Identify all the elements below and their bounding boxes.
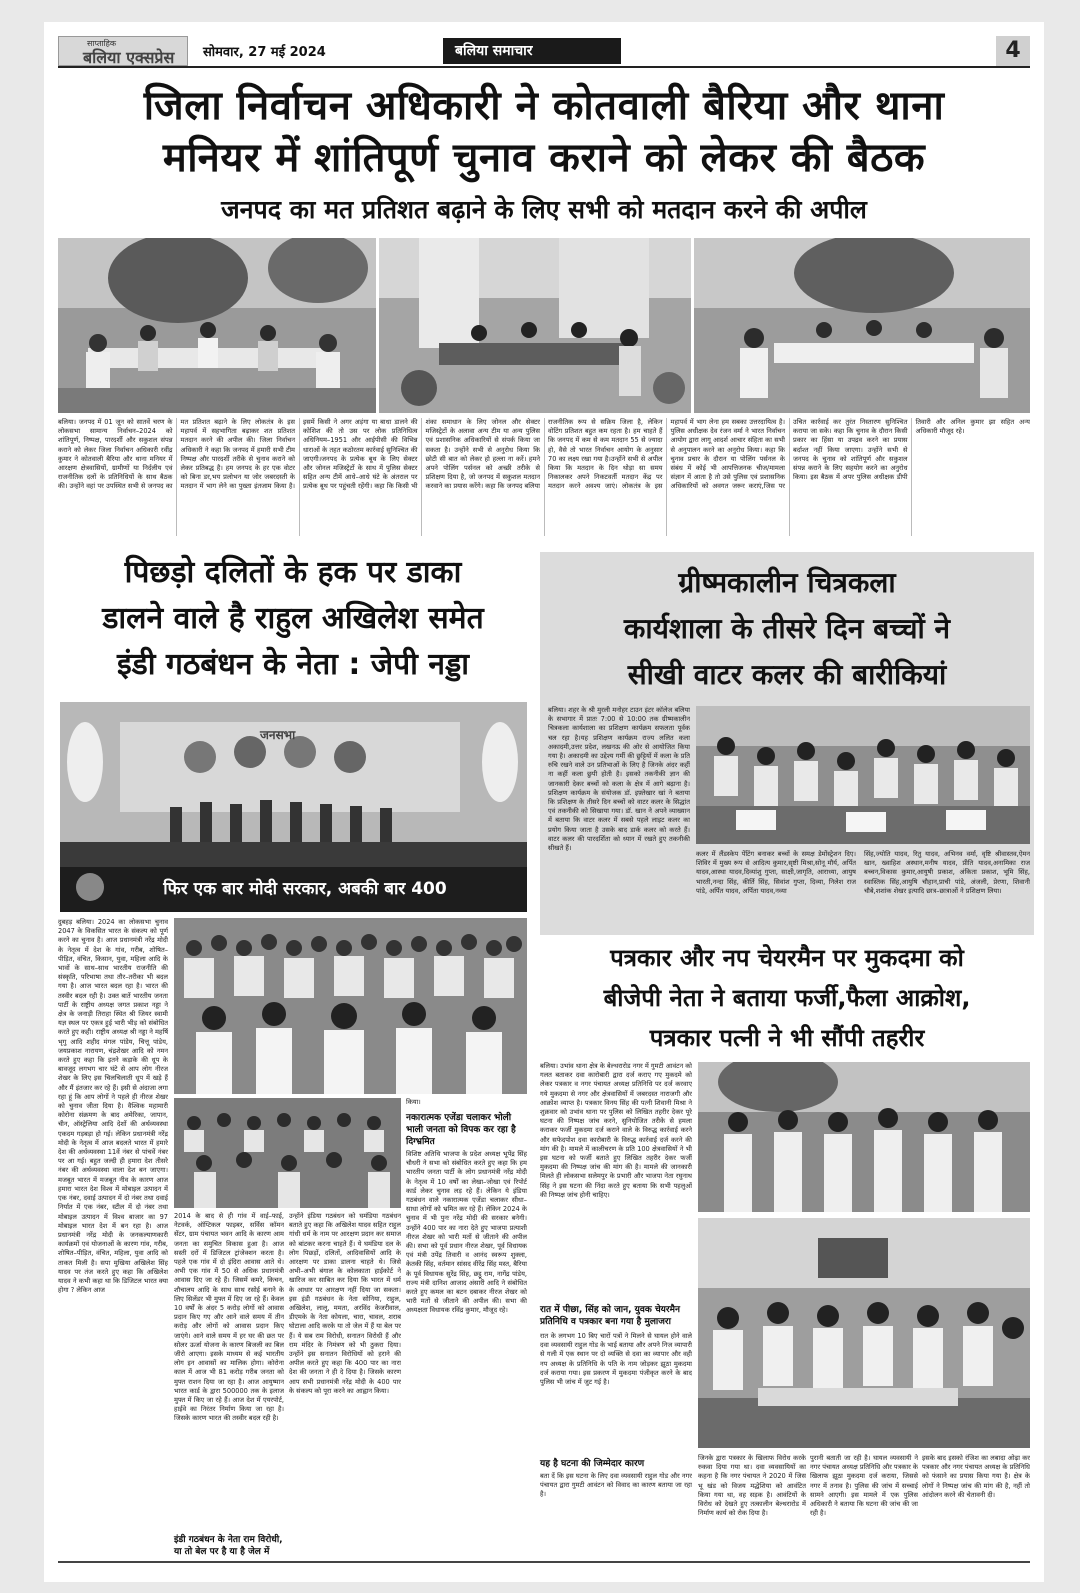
- story2-headline-line3: इंडी गठबंधन के नेता : जेपी नड्डा: [116, 647, 470, 682]
- logo-title: बलिया एक्सप्रेस: [83, 48, 175, 67]
- story2-body-col1: दुबहड़ बलिया। 2024 का लोकसभा चुनाव 2047 के विकसित भारत के संकल्प को पूर्ण करने का चुनाव है। आज प्रधानमंत्री नरेंद्र मोदी के नेतृत्व में देश के गांव, गरीब, शोषित–पीड़ित, वंचित, किसान, युवा, महिला आदि के भावों के साथ–साथ भारतीय राजनीति की संस्कृति, परिभाषा तथा तौर–तरीका भी बदल गया है। आज भारत बदल रहा है। भारत की तस्वीर बदल रही है। उक्त बातें भारतीय जनता पार्टी के राष्ट्रीय अध्यक्ष जगत प्रकाश नड्डा ने क्षेत्र के जनाड़ी तिराहा स्थित श्री जियर स्वामी यज्ञ स्थल पर एकत्र हुई भारी भीड़ को संबोधित करते हुए कही। राष्ट्रीय अध्यक्ष श्री नड्डा ने महर्षि भृगु आदि शहीद मंगल पांडेय, चित्तू पांडेय, जयप्रकाश नारायण, चंद्रशेखर आदि को नमन करते हुए कहा कि इतने कड़ाके की धूप के बावजूद लगभग चार घंटे से आप लोग नीरज शेखर के लिए इस चिलचिलाती धूप में खड़े हैं और मैं इंतजार कर रहे हैं। इसी से अंदाजा लगा रहा हूं कि आप लोगों ने पहले ही नीरज शेखर को चुनाव जीता दिया है। वैश्विक महामारी कोरोना संक्रमण के बाद अमेरिका, जापान, चीन, ऑस्ट्रेलिया आदि देशों की अर्थव्यवस्था एकदम गड़बड़ा हो गई। लेकिन प्रधानमंत्री नरेंद्र मोदी के नेतृत्व में आज बदलते भारत में हमारे देश की अर्थव्यवस्था 11वें नंबर से पांचवें नंबर पर आ गई। बहुत जल्दी ही हमारा देश तीसरे नंबर की अर्थव्यवस्था वाला देश बन जाएगा। मजबूत भारत में मजबूत नीव के कारण आज हमारा भारत देश विश्व में मोबाइल उत्पादन में एक नंबर, दवाई उत्पादन में दो नंबर तथा दवाई निर्यात में एक नंबर, स्टील में दो नंबर तथा मोबाइल उत्पादन में विश्व बाजार का 97 मोबाइल भारत देश में बन रहा है। आज प्रधानमंत्री नरेंद्र मोदी के जनकल्याणकारी कार्यक्रमों एवं योजनाओं के कारण गांव, गरीब, शोषित–पीड़ित, वंचित, महिला, युवा आदि को ताकत मिली है। सपा मुखिया अखिलेश सिंह यादव पर तंज करते हुए कहा कि अखिलेश यादव ने कभी कहा था कि डिजिटल भारत क्या होगा ? लेकिन आज: [58, 918, 168, 1295]
- story4-body-col1c: बता दें कि इस घटना के लिए दवा व्यवसायी राहुल गोड और नगर पंचायत द्वारा गुमटी आवंटन को विवाद का कारण बताया जा रहा है।: [540, 1472, 692, 1499]
- story3-headline-line2: कार्यशाला के तीसरे दिन बच्चों ने: [623, 612, 951, 645]
- rally-banner-text: फिर एक बार मोदी सरकार, अबकी बार 400: [163, 879, 447, 899]
- office-meeting-photo: [698, 1218, 1030, 1448]
- story2-subtitle-ram-opponents: इंडी गठबंधन के नेता राम विरोधी, या तो बेल पर है या है जेल में: [174, 1535, 283, 1557]
- issue-date: सोमवार, 27 मई 2024: [203, 45, 326, 60]
- story3-headline-line1: ग्रीष्मकालीन चित्रकला: [678, 566, 896, 599]
- story4-headline-line2: बीजेपी नेता ने बताया फर्जी,फैला आक्रोश,: [603, 984, 971, 1012]
- story1-headline: [54, 80, 1034, 184]
- meeting-photo-3: [694, 238, 1030, 413]
- story2-body-col2: 2014 के बाद से ही गांव में वाई–फाई, नेटवर्क, ऑप्टिकल फाइबर, सर्विस कॉमन सेंटर, ग्राम पंचायत भवन आदि के कारण आम जनता का समुचित विकास हुआ है। आज सस्ती दरों में डिजिटल ट्रांजेक्शन करता है। पहले एक गांव में दो इंदिरा आवास आते थे। अभी एक गांव में 50 से अधिक प्रधानमंत्री आवास दिए जा रहे हैं। जिसमें कमरे, किचन, शौचालय आदि के साथ साथ रसोई बनाने के लिए सिलेंडर भी मुफ्त में दिए जा रहे हैं। केवल 10 वर्षों के अंदर 5 करोड़ लोगों को आवास प्रदान किए गए और आने वाले समय में तीन करोड़ और लोगों को आवास प्रदान किए जाएंगे। आने वाले समय में हर घर की छत पर सोलर ऊर्जा योजना के कारण बिजली का बिल जीरो आएगा। इसके माध्यम से कई भारतीय लोग इन आवासों का मालिक होगा। कोरोना काल में आज भी 81 करोड़ गरीब जनता को मुफ्त राशन दिया जा रहा है। आज आयुष्मान भारत कार्ड के द्वारा 500000 तक के इलाज मुफ्त में किए जा रहे हैं। आज देश में एयरपोर्ट, हाईवे का निरंतर निर्माण किया जा रहा है। जिसके कारण भारत की तस्वीर बदल रही है।: [174, 1212, 284, 1423]
- logo-subtitle: साप्ताहिक: [87, 39, 117, 48]
- rally-audience-photo: [174, 1098, 401, 1208]
- newspaper-logo: [58, 36, 188, 66]
- story4-body-col1b: रात के लगभग 10 बिए चारों पत्रों ने मिलने से घायल होने वाले दवा व्यवसायी राहुल गोड के भाई बताया और अपने निज व्यापारी से गली में एक स्थान पर दो व्यक्ति से दवा का व्यापार और वही नप अध्यक्ष के प्रतिनिधि के पति के नाम जोड़कर झूठा मुकदमा दर्ज कराया गया। इस प्रकरण में मुकदमा पंजीकृत करने के बाद पुलिस भी जांच में जुट गई है।: [540, 1332, 692, 1387]
- workshop-photo: [696, 706, 1030, 844]
- story4-body-col2: जिनके द्वारा पत्रकार के खिलाफ विरोध करके रुकवा दिया गया था। दवा व्यवसायियों का कहना है कि नगर पंचायत ने 2020 में जिस भू खंड को विजय मद्धेशिया को आवंटित किया गया था, वह सड़क है। आवंटियों के विरोध को देखते हुए तत्कालीन बेल्थरारोड में निर्माण कार्य को रोक दिया है।: [698, 1454, 806, 1518]
- story3-body2: कलर में लैंडस्केप पेंटिंग बनाकर बच्चों के समक्ष डेमोंस्ट्रेशन दिए। शिविर में मुख्य रूप से आदित्य कुमार,सृष्टी मिश्रा,सोनू मौर्य, अर्पित यादव,आस्था यादव,दिव्यांशु गुप्ता, साक्षी,जागृति, आराध्या, आयुष भारती,नन्दा सिंह, कीर्ति सिंह, सिवांश गुप्ता, दिव्या, निलेश राज पांडे, अर्पित यादव, अर्पिता यादव,नव्या: [696, 850, 856, 895]
- story4-body-col3: पुरानी बताती जा रही है। घायल व्यवसायी ने नगर पंचायत अध्यक्ष प्रतिनिधि और पत्रकार के खिलाफ झूठा मुकदमा दर्ज कराया, जिससे नगर में तनाव है। पुलिस की जांच में सच्चाई सामने आएगी। इस मामले में एक पुलिस अधिकारी ने बताया कि घटना की जांच की जा रही है।: [810, 1454, 918, 1518]
- story2-headline: [58, 550, 528, 688]
- rally-stage-photo: [60, 702, 527, 912]
- page-number: 4: [996, 36, 1030, 66]
- story3-body1: बलिया। शहर के श्री मुरली मनोहर टाउन इंटर कॉलेज बलिया के सभागार में प्रातः 7:00 से 10:00 तक ग्रीष्मकालीन चित्रकला कार्यशाला का प्रशिक्षण कार्यक्रम सफलता पूर्वक चल रहा है।यह प्रशिक्षण कार्यक्रम राज्य ललित कला अकादमी,उत्तर प्रदेश, लखनऊ की ओर से आयोजित किया गया है। अकादमी का उद्देश्य गर्मी की छुट्टियों में कला के प्रति रुचि रखने वाले उन प्रतिभाओं के लिए है जिनके अंदर कहीं ना कहीं कला छुपी होती है। इसको तकनीकी ज्ञान की जानकारी देकर बच्चों को कला के क्षेत्र में आगे बढ़ाना है। प्रशिक्षण कार्यक्रम के संयोजक डॉ. इफ़्तेखार खां ने बताया कि प्रशिक्षण के तीसरे दिन बच्चों को वाटर कलर के सिद्धांत एवं तकनीकी को सिखाया गया। डॉ. खान ने अपने व्याख्यान में बताया कि वाटर कलर में सबसे पहले लाइट कलर का प्रयोग किया जाता है उसके बाद डार्क कलर को करते हैं। वाटर कलर की पारदर्शिता को ध्यान में रखते हुए तकनीकी सीखते हैं।: [548, 706, 690, 853]
- story3-body3: सिंह,ज्योति यादव, रितु यादव, अभिनव वर्मा, वृष्टि श्रीवास्तव,ऐमन खान, ख्वाहिश अस्थान,मनीष यादव, प्रीति यादव,अनामिका राज बच्चन,विकास कुमार,आयुषी प्रकाश, अंकिता प्रकाश, भूमि सिंह, स्वास्तिक सिंह,आयुषि चौहान,प्राची पांडे, अंजली, प्रेरणा, शिवानी चौबे,शशांक शेखर इत्यादि छात्र–छात्राओं ने प्रशिक्षण लिया।: [864, 850, 1030, 895]
- rally-crowd-photo: [174, 918, 527, 1094]
- story1-headline-line1: जिला निर्वाचन अधिकारी ने कोतवाली बैरिया और थाना: [143, 83, 945, 129]
- story1-headline-line2: मनियर में शांतिपूर्ण चुनाव कराने को लेकर की बैठक: [162, 135, 926, 181]
- story2-body-col4-pre: किया।: [406, 1098, 421, 1106]
- masthead: [58, 36, 1030, 68]
- story4-body-col4: इसके बाद इसको रंजिश का लबादा ओढ़ा कर पत्रकार और नगर पंचायत अध्यक्ष के प्रतिनिधि को फंसाने का प्रयास किया गया है। क्षेत्र के लोगों ने निष्पक्ष जांच की मांग की है, नहीं तो आंदोलन करने की चेतावनी दी।: [922, 1454, 1030, 1499]
- section-label: बलिया समाचार: [443, 38, 621, 64]
- story4-headline: [540, 938, 1034, 1058]
- story4-subtitle-cause: यह है घटना की जिम्मेदार कारण: [540, 1459, 645, 1469]
- stage-label: जनसभा: [260, 728, 296, 742]
- newspaper-page: [44, 22, 1044, 1582]
- story2-headline-line2: डालने वाले है राहुल अखिलेश समेत: [102, 601, 484, 636]
- story1-body: बलिया। जनपद में 01 जून को सातवें चरण के लोकसभा सामान्य निर्वाचन–2024 को शांतिपूर्ण, निष्पक्ष, पारदर्शी और सकुशल संपन्न कराने को लेकर जिला निर्वाचन अधिकारी रवींद्र कुमार ने कोतवाली बैरिया और थाना मनियर में आरक्षण क्षेत्रवासियों, ग्रामीणों या निर्दलीय एवं राजनीतिक दलों के प्रतिनिधियों के साथ बैठक की। उन्होंने वहां पर उपस्थित सभी से जनपद का मत प्रतिशत बढ़ाने के लिए लोकतंत्र के इस महापर्व में सहभागिता बढ़ाकर शत प्रतिशत मतदान करने की अपील की। जिला निर्वाचन अधिकारी ने कहा कि जनपद में हमारी सभी टीम निष्पक्ष और पारदर्शी तरीके से चुनाव कराने को लेकर प्रतिबद्ध है। हम जनपद के हर एक वोटर को बिना डर,भय प्रलोभन या जोर जबरदस्ती के मतदान में भाग लेने का पुख्ता इंतजाम किया है। इसमें किसी ने अगर अड़ंगा या बाधा डालने की कोशिश की तो उस पर लोक प्रतिनिधित्व अधिनियम–1951 और आईपीसी की विभिन्न धाराओं के तहत कठोरतम कार्रवाई सुनिश्चित की जाएगी।जनपद के प्रत्येक बूथ के लिए सेक्टर और जोनल मजिस्ट्रेटों के साथ में पुलिस सेक्टर सहित अन्य टीमें आधे–आधे घंटे के अंतराल पर प्रत्येक बूथ पर पहुंचती रहेंगी। कहा कि किसी भी शंका समाधान के लिए जोनल और सेक्टर मजिस्ट्रेटों के अलावा अन्य टीम या अन्य पुलिस एवं प्रशासनिक अधिकारियों से संपर्क किया जा सकता है। उन्होंने सभी से अनुरोध किया कि छोटी सी बात को लेकर हो हल्ला ना करें। हमने अपने पोलिंग पर्सनल को अच्छी तरीके से प्रशिक्षण दिया है, जो जनपद में सकुशल मतदान करवाने का प्रयास करेंगे। कहा कि जनपद बलिया राजनीतिक रूप से सक्रिय जिला है, लेकिन वोटिंग प्रतिशत बहुत कम रहता है। हम चाहते हैं कि जनपद में कम से कम मतदान 55 से ज्यादा हो, वैसे तो भारत निर्वाचन आयोग के अनुसार 70 का लक्ष्य रखा गया है।उन्होंने सभी से अपील किया कि मतदान के दिन थोड़ा सा समय निकालकर अपने निकटवर्ती मतदान केंद्र पर मतदान करने अवश्य जाएं। लोकतंत्र के इस महापर्व में भाग लेना हम सबका उत्तरदायित्व है। पुलिस अधीक्षक देव रंजन वर्मा ने भारत निर्वाचन आयोग द्वारा लागू आदर्श आचार संहिता का सभी से अनुपालन करने का अनुरोध किया। कहा कि चुनाव प्रचार के दौरान या पोलिंग पर्सनल के संबंध में कोई भी आपत्तिजनक चीज/मामला संज्ञान में आता है तो उसे पुलिस एवं प्रशासनिक अधिकारियों को अवगत जरूर कराएं,जिस पर उचित कार्रवाई कर तुरंत निस्तारण सुनिश्चित कराया जा सके। कहा कि चुनाव के दौरान किसी प्रकार का हिंसा या उपद्रव करने का प्रयास बर्दाश्त नहीं किया जाएगा। उन्होंने सभी से जनपद के चुनाव को शांतिपूर्ण और सकुशल संपन्न कराने के लिए सहयोग करने का अनुरोध किया। इस बैठक में अपर पुलिस अधीक्षक डीपी तिवारी और अनिल कुमार झा सहित अन्य अधिकारी मौजूद रहे।: [58, 418, 1030, 491]
- story1-subhead: जनपद का मत प्रतिशत बढ़ाने के लिए सभी को मतदान करने की अपील: [221, 195, 867, 224]
- story2-headline-line1: पिछड़ो दलितों के हक पर डाका: [124, 555, 462, 590]
- meeting-photo-2: [379, 238, 691, 413]
- meeting-photo-1: [58, 238, 376, 413]
- page-bottom-rule: [58, 1561, 1030, 1563]
- protest-photo: [698, 1062, 1030, 1212]
- story4-headline-line3: पत्रकार पत्नी ने भी सौंपी तहरीर: [649, 1024, 925, 1052]
- story3-headline-line3: सीखी वाटर कलर की बारीकियां: [627, 658, 947, 691]
- story4-body-col1: बलिया। उभांव थाना क्षेत्र के बेल्थरारोड नगर में गुमटी आवंटन को गलत बताकर दवा कारोबारी द्वारा दर्ज कराए गए मुकदमे को लेकर पत्रकार व नगर पंचायत अध्यक्ष प्रतिनिधि पर दर्ज करवाए गये मुकदमा से नगर और क्षेत्रवासियों में जबरदस्त नाराजगी और आक्रोश व्याप्त है। पत्रकार विनय सिंह की पत्नी शिवानी मिश्रा ने शुक्रवार को उभांव थाना पर पुलिस को लिखित तहरीर देकर पूरे घटना की निष्पक्ष जांच करने, सुनियोजित तरीके से हमला कराकर फर्जी मुकदमा दर्ज कराने वाले के विरुद्ध कार्रवाई करने और सफेदपोश दवा कारोबारी के विरुद्ध कार्रवाई दर्ज करने की मांग की है। मामले में कालीचरण के प्रति 100 क्षेत्रवासियों ने भी इस घटना को फर्जी बताते हुए लिखित तहरीर देकर फर्जी मुकदमा की निष्पक्ष जांच की मांग की है। मामले की जानकारी मिलते ही लोकसभा सलेमपुर के प्रभारी और भाजपा नेता रघुनाथ सिंह ने इस घटना की निंदा करते हुए बताया कि सभी पहलुओं की निष्पक्ष जांच होनी चाहिए।: [540, 1062, 692, 1199]
- story4-subtitle-night-chase: रात में पीछा, सिंह को जान, युवक चेयरमैन प्रतिनिधि व पत्रकार बना गया है मुलाजरा: [540, 1305, 680, 1327]
- story2-subtitle-negative-agenda: नकारात्मक एजेंडा चलाकर भोली भाली जनता को विपक कर रहा है दिग्भ्रमित: [406, 1113, 516, 1147]
- story2-body-col3: उन्होंने इंडिया गठबंधन को घमंडिया गठबंधन बताते हुए कहा कि अखिलेश यादव सहित राहुल गांधी धर्म के नाम पर आरक्षण प्रदान कर समाज को बांटकर करना चाहते हैं। ये घमंडिया दल के लोग पिछड़ों, दलितों, आदिवासियों आदि के आरक्षण पर डाका डालना चाहते थे। जिसे अभी–अभी बंगाल के कोलकाता हाईकोर्ट ने खारिज कर साबित कर दिया कि भारत में धर्म के आधार पर आरक्षण नहीं दिया जा सकता। इस इंडी गठबंधन के नेता सोनिया, राहुल, अखिलेश, लालू, ममता, अरविंद केजरीवाल, डीएमके के नेता कोयला, चारा, चावल, शराब घोटाला आदि करके या तो जेल में हैं या बेल पर हैं। ये सब राम विरोधी, सनातन विरोधी हैं और राम मंदिर के निमंत्रण को भी ठुकरा दिया। उन्होंने इस सनातन विरोधियों को हराने की अपील करते हुए कहा कि 400 पार का नारा देश की जनता ने ही दे दिया है। जिसके कारण आप सभी प्रधानमंत्री नरेंद्र मोदी के 400 पार के संकल्प को पूरा करने का आह्वान किया।: [289, 1212, 401, 1395]
- story3-headline: [544, 560, 1030, 698]
- story2-body-col4: विशिष्ट अतिथि भाजपा के प्रदेश अध्यक्ष भूपेंद्र सिंह चौधरी ने सभा को संबोधित करते हुए कहा कि हम भारतीय जनता पार्टी के लोग प्रधानमंत्री नरेंद्र मोदी के नेतृत्व में 10 वर्षों का लेखा–जोखा एवं रिपोर्ट कार्ड लेकर चुनाव लड़ रहे हैं। लेकिन ये इंडिया गठबंधन वाले नकारात्मक एजेंडा चलाकर सीधा–साधा लोगों को भ्रमित कर रहे हैं। लेकिन 2024 के चुनाव में भी पुनः नरेंद्र मोदी की सरकार बनेगी। उन्होंने 400 पार का नारा देते हुए भाजपा प्रत्याशी नीरज शेखर को भारी मतों से जीताने की अपील की। सभा को पूर्व प्रधान नीरज शेखर, पूर्व विधायक एवं मंत्री उपेंद्र तिवारी व आनंद स्वरूप शुक्ला, केतकी सिंह, वर्तमान सांसद वीरेंद्र सिंह मस्त, बैरिया के पूर्व विधायक सुरेंद्र सिंह, छट्ठू राम, नागेंद्र पांडेय, राज्य मंत्री दानिश आजाद अंसारी आदि ने संबोधित करते हुए कमल का बटन दबाकर नीरज शेखर को भारी मतों से जीताने की अपील की। सभा की अध्यक्षता विधायक रविंद्र कुमार, मौजूद रहे।: [406, 1150, 527, 1315]
- story4-headline-line1: पत्रकार और नप चेयरमैन पर मुकदमा को: [610, 944, 964, 972]
